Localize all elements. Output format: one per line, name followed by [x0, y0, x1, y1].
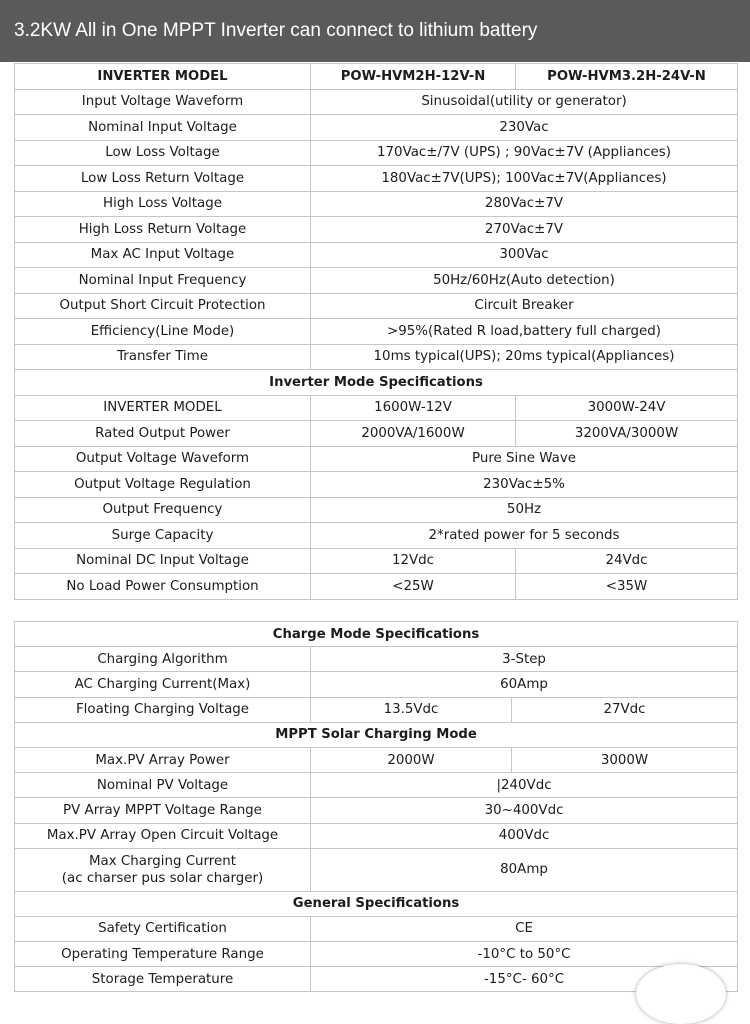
- page-banner: [0, 0, 750, 62]
- row-value-24v: <35W: [516, 574, 738, 600]
- row-label: Surge Capacity: [15, 523, 311, 549]
- row-label-line1: Max Charging Current: [88, 853, 236, 869]
- floating-action-button[interactable]: [636, 964, 726, 1024]
- row-value: CE: [311, 916, 738, 941]
- table-row: [15, 747, 738, 772]
- row-label: Rated Output Power: [15, 421, 311, 447]
- table-row: [15, 967, 738, 992]
- table-row: [15, 523, 738, 549]
- row-value: 50Hz/60Hz(Auto detection): [311, 268, 738, 294]
- table-row: [15, 268, 738, 294]
- row-label: Max AC Input Voltage: [15, 242, 311, 268]
- banner-title: 3.2KW All in One MPPT Inverter can connect to lithium battery: [14, 20, 538, 41]
- table-row: [15, 798, 738, 823]
- section-title: MPPT Solar Charging Mode: [15, 722, 738, 747]
- table-row: [15, 395, 738, 421]
- row-value-24v: 3200VA/3000W: [516, 421, 738, 447]
- row-value-24v: 27Vdc: [512, 697, 738, 722]
- row-value-24v: 3000W-24V: [516, 395, 738, 421]
- row-label: Input Voltage Waveform: [15, 89, 311, 115]
- input-inverter-spec-table: [14, 63, 738, 600]
- table-row: [15, 773, 738, 798]
- row-label: Output Voltage Waveform: [15, 446, 311, 472]
- row-value: 270Vac±7V: [311, 217, 738, 243]
- header-model-12v: POW-HVM2H-12V-N: [311, 64, 516, 90]
- row-label: Output Short Circuit Protection: [15, 293, 311, 319]
- row-label: High Loss Voltage: [15, 191, 311, 217]
- table-row: [15, 242, 738, 268]
- row-label: Storage Temperature: [15, 967, 311, 992]
- row-label: AC Charging Current(Max): [15, 672, 311, 697]
- table-row: [15, 916, 738, 941]
- table-header-row: [15, 64, 738, 90]
- table-row: [15, 217, 738, 243]
- row-label: Transfer Time: [15, 344, 311, 370]
- table-row: [15, 574, 738, 600]
- table-row: [15, 421, 738, 447]
- row-label: [15, 848, 311, 891]
- table-row: [15, 89, 738, 115]
- row-value: 10ms typical(UPS); 20ms typical(Appliances): [311, 344, 738, 370]
- row-label: Safety Certification: [15, 916, 311, 941]
- section-title: General Specifications: [15, 891, 738, 916]
- row-value-12v: 2000W: [311, 747, 512, 772]
- table-row: [15, 548, 738, 574]
- section-header-general: [15, 891, 738, 916]
- table-row: [15, 115, 738, 141]
- table-row: [15, 672, 738, 697]
- row-label: Nominal Input Frequency: [15, 268, 311, 294]
- row-value: 230Vac: [311, 115, 738, 141]
- section-title: Inverter Mode Specifications: [15, 370, 738, 396]
- row-label: High Loss Return Voltage: [15, 217, 311, 243]
- table-row: [15, 697, 738, 722]
- row-value-24v: 3000W: [512, 747, 738, 772]
- row-value: Pure Sine Wave: [311, 446, 738, 472]
- row-value: 50Hz: [311, 497, 738, 523]
- row-value: Circuit Breaker: [311, 293, 738, 319]
- row-label: PV Array MPPT Voltage Range: [15, 798, 311, 823]
- row-label: Low Loss Voltage: [15, 140, 311, 166]
- charge-general-spec-table: [14, 621, 738, 992]
- row-value-24v: 24Vdc: [516, 548, 738, 574]
- row-label: Efficiency(Line Mode): [15, 319, 311, 345]
- row-label: Max.PV Array Power: [15, 747, 311, 772]
- row-label: Nominal DC Input Voltage: [15, 548, 311, 574]
- row-value: 180Vac±7V(UPS); 100Vac±7V(Appliances): [311, 166, 738, 192]
- row-value: 300Vac: [311, 242, 738, 268]
- row-value-12v: 2000VA/1600W: [311, 421, 516, 447]
- table-row: [15, 344, 738, 370]
- section-header-inverter: [15, 370, 738, 396]
- row-value: 2*rated power for 5 seconds: [311, 523, 738, 549]
- row-value: 230Vac±5%: [311, 472, 738, 498]
- table-row: [15, 472, 738, 498]
- section-title: Charge Mode Specifications: [15, 622, 738, 647]
- table-row: [15, 166, 738, 192]
- table-row: [15, 823, 738, 848]
- table-row: [15, 446, 738, 472]
- table-row: [15, 497, 738, 523]
- row-label: Max.PV Array Open Circuit Voltage: [15, 823, 311, 848]
- row-value: 400Vdc: [311, 823, 738, 848]
- row-label: INVERTER MODEL: [15, 395, 311, 421]
- table-row: [15, 319, 738, 345]
- row-label: Operating Temperature Range: [15, 942, 311, 967]
- row-label-line2: (ac charser pus solar charger): [61, 870, 264, 886]
- row-value: -15°C- 60°C: [311, 967, 738, 992]
- row-value: |240Vdc: [311, 773, 738, 798]
- row-value-12v: 1600W-12V: [311, 395, 516, 421]
- section-header-charge: [15, 622, 738, 647]
- row-value-12v: 13.5Vdc: [311, 697, 512, 722]
- section-header-mppt: [15, 722, 738, 747]
- table-row: [15, 848, 738, 891]
- row-value: 80Amp: [311, 848, 738, 891]
- row-value: -10°C to 50°C: [311, 942, 738, 967]
- row-value: 3-Step: [311, 647, 738, 672]
- row-value: 60Amp: [311, 672, 738, 697]
- row-label: Nominal PV Voltage: [15, 773, 311, 798]
- row-value: Sinusoidal(utility or generator): [311, 89, 738, 115]
- row-value: 30~400Vdc: [311, 798, 738, 823]
- row-label: Output Voltage Regulation: [15, 472, 311, 498]
- table-row: [15, 191, 738, 217]
- row-value-12v: <25W: [311, 574, 516, 600]
- row-value: >95%(Rated R load,battery full charged): [311, 319, 738, 345]
- row-label: Output Frequency: [15, 497, 311, 523]
- header-model-24v: POW-HVM3.2H-24V-N: [516, 64, 738, 90]
- header-model-label: INVERTER MODEL: [15, 64, 311, 90]
- table-row: [15, 647, 738, 672]
- table-row: [15, 293, 738, 319]
- row-value: 170Vac±/7V (UPS) ; 90Vac±7V (Appliances): [311, 140, 738, 166]
- row-value: 280Vac±7V: [311, 191, 738, 217]
- row-label: Nominal Input Voltage: [15, 115, 311, 141]
- row-label: Floating Charging Voltage: [15, 697, 311, 722]
- row-label: Charging Algorithm: [15, 647, 311, 672]
- table-row: [15, 942, 738, 967]
- row-label: Low Loss Return Voltage: [15, 166, 311, 192]
- row-value-12v: 12Vdc: [311, 548, 516, 574]
- table-row: [15, 140, 738, 166]
- row-label: No Load Power Consumption: [15, 574, 311, 600]
